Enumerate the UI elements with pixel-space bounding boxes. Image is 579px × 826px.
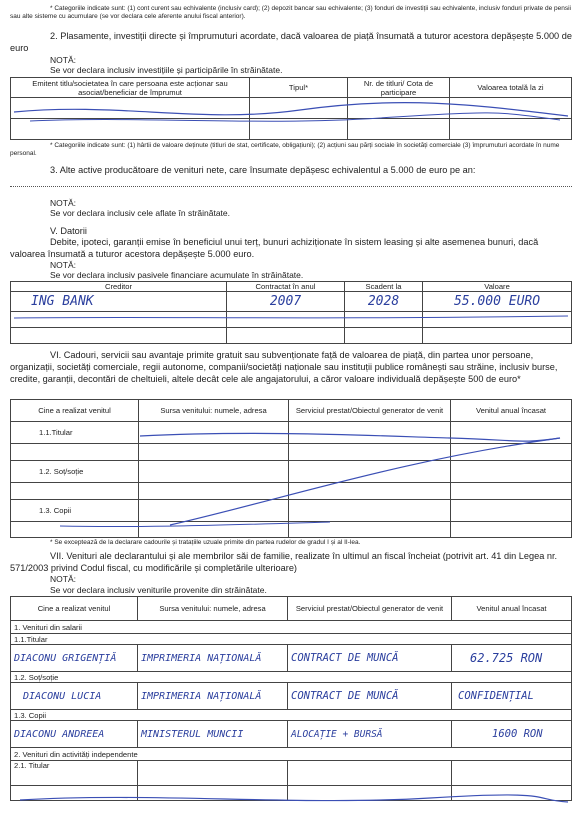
nota-label: NOTĂ: — [50, 574, 76, 584]
value-cell: 55.000 EURO — [423, 292, 572, 312]
nota-label: NOTĂ: — [50, 55, 76, 65]
income-service-cell: CONTRACT DE MUNCĂ — [288, 683, 452, 710]
col-cine: Cine a realizat venitul — [11, 597, 138, 621]
investments-categories-footnote: * Categoriile indicate sunt: (1) hârtii de valoare deținute (titluri de stat, certificate, obligațiuni); (2) acțiuni sau părți sociale în societăți comerciale (3) împrumuturi acordate în nume personal. — [10, 142, 560, 157]
table-row — [11, 683, 572, 710]
year-cell: 2007 — [227, 292, 345, 312]
row-label: 1.3. Copii — [11, 500, 139, 522]
table-row — [11, 422, 572, 444]
row-label: 1.1.Titular — [11, 422, 139, 444]
nota-text: Se vor declara inclusiv veniturile provenite din străinătate. — [50, 585, 267, 595]
income-owner-cell: DIACONU GRIGENȚIĂ — [11, 645, 138, 672]
table-row — [11, 748, 572, 761]
table-row — [11, 522, 572, 538]
table-row — [11, 634, 572, 645]
table-row — [11, 672, 572, 683]
income-amount-cell: 1600 RON — [452, 721, 572, 748]
income-source-cell: IMPRIMERIA NAȚIONALĂ — [138, 645, 288, 672]
creditor-cell: ING BANK — [11, 292, 227, 312]
group-label: 1. Venituri din salarii — [11, 621, 572, 634]
section-6-text: VI. Cadouri, servicii sau avantaje primite gratuit sau subvenționate față de valoarea de piață, din partea unor persoane, organizații, societăți comerciale, regii autonome, companii/societăți naționale sau instituții publice românești sau străine, inclusiv burse, credite, garanții, decontări de cheltuieli, altele decât cele ale angajatorului, a căror valoare individuală depășește 500 de euro* — [10, 350, 558, 384]
col-contractat: Contractat în anul — [227, 282, 345, 292]
col-venit: Venitul anual încasat — [451, 400, 572, 422]
table-row — [11, 328, 572, 344]
income-amount-cell: CONFIDENȚIAL — [452, 683, 572, 710]
row-label: 1.2. Soț/soție — [11, 672, 572, 683]
gifts-table — [10, 399, 572, 538]
table-row — [11, 721, 572, 748]
table-row — [11, 461, 572, 483]
col-emitent: Emitent titlu/societatea în care persoana este acționar sau asociat/beneficiar de împrumut — [11, 78, 250, 98]
table-row — [11, 312, 572, 328]
col-valoare: Valoarea totală la zi — [450, 78, 572, 98]
table-row — [11, 119, 572, 140]
nota-text: Se vor declara inclusiv investițiile și participările în străinătate. — [50, 65, 283, 75]
table-row — [11, 786, 572, 801]
income-service-cell: ALOCAȚIE + BURSĂ — [288, 721, 452, 748]
col-scadent: Scadent la — [345, 282, 423, 292]
section-7-text: VII. Venituri ale declarantului și ale membrilor săi de familie, realizate în ultimul an fiscal încheiat (potrivit art. 41 din Legea nr. 571/2003 privind Codul fiscal, cu modificările și completările ulterioare) — [10, 551, 558, 573]
income-source-cell: MINISTERUL MUNCII — [138, 721, 288, 748]
table-row — [11, 483, 572, 500]
income-table — [10, 596, 572, 801]
col-venit: Venitul anual încasat — [452, 597, 572, 621]
nota-text: Se vor declara inclusiv pasivele financiare acumulate în străinătate. — [50, 270, 304, 280]
nota-label: NOTĂ: — [50, 260, 76, 270]
table-row — [11, 292, 572, 312]
col-sursa: Sursa venitului: numele, adresa — [138, 597, 288, 621]
income-owner-cell: DIACONU ANDREEA — [11, 721, 138, 748]
nota-label: NOTĂ: — [50, 198, 76, 208]
row-label: 1.3. Copii — [11, 710, 572, 721]
col-nr-titluri: Nr. de titluri/ Cota de participare — [348, 78, 450, 98]
row-label: 1.2. Soț/soție — [11, 461, 139, 483]
table-row — [11, 500, 572, 522]
section-3-title: 3. Alte active producătoare de venituri nete, care însumate depășesc echivalentul a 5.000 de euro pe an: — [50, 165, 476, 175]
debts-table — [10, 281, 572, 344]
col-sursa: Sursa venitului: numele, adresa — [139, 400, 289, 422]
table-row — [11, 710, 572, 721]
table-row — [11, 444, 572, 461]
col-creditor: Creditor — [11, 282, 227, 292]
col-tip: Tipul* — [250, 78, 348, 98]
table-row — [11, 761, 572, 786]
col-serviciu: Serviciul prestat/Obiectul generator de venit — [288, 597, 452, 621]
income-owner-cell: DIACONU LUCIA — [11, 683, 138, 710]
section-2-title: 2. Plasamente, investiții directe și împrumuturi acordate, dacă valoarea de piață însumată a tuturor acestora depășește 5.000 de euro — [10, 31, 572, 53]
col-serviciu: Serviciul prestat/Obiectul generator de venit — [289, 400, 451, 422]
gifts-footnote: * Se exceptează de la declarare cadourile și tratațiile uzuale primite din partea rudelor de gradul I și al II-lea. — [50, 539, 361, 546]
table-row — [11, 645, 572, 672]
investments-footnote: * Categoriile indicate sunt: (1) cont curent sau echivalente (inclusiv card); (2) depozit bancar sau echivalente; (3) fonduri de investiții sau echivalente, inclusiv fonduri private de pensii sau alte sisteme cu acumulare (se vor declara cele aferente anului fiscal anterior). — [10, 5, 571, 20]
investments-table — [10, 77, 572, 140]
due-cell: 2028 — [345, 292, 423, 312]
col-valoare: Valoare — [423, 282, 572, 292]
table-row — [11, 98, 572, 119]
section-5-heading: V. Datorii — [50, 226, 87, 236]
row-label: 2.1. Titular — [11, 761, 138, 786]
nota-text: Se vor declara inclusiv cele aflate în străinătate. — [50, 208, 231, 218]
income-source-cell: IMPRIMERIA NAȚIONALĂ — [138, 683, 288, 710]
income-amount-cell: 62.725 RON — [452, 645, 572, 672]
section-5-text: Debite, ipoteci, garanții emise în beneficiul unui terț, bunuri achiziționate în sistem leasing și alte asemenea bunuri, dacă valoarea însumată a tuturor acestora depășește 5.000 euro. — [10, 237, 539, 259]
income-service-cell: CONTRACT DE MUNCĂ — [288, 645, 452, 672]
dotted-line — [10, 186, 572, 187]
table-row — [11, 621, 572, 634]
row-label: 1.1.Titular — [11, 634, 572, 645]
group-label: 2. Venituri din activități independente — [11, 748, 572, 761]
col-cine: Cine a realizat venitul — [11, 400, 139, 422]
